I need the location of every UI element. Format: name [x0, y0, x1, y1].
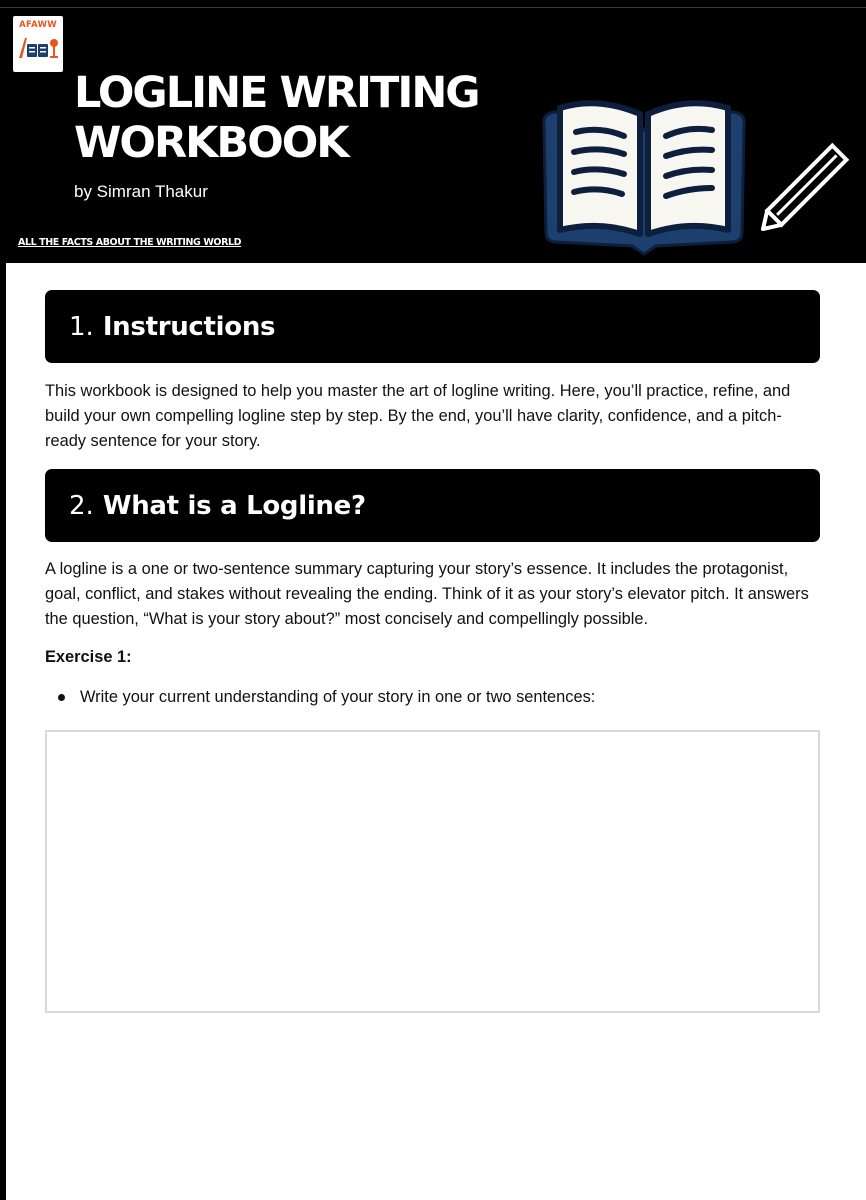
- workbook-title: [74, 68, 504, 168]
- section-1-title: Instructions: [102, 311, 276, 342]
- logo-text: AFAWW: [19, 20, 57, 30]
- author-byline: by Simran Thakur: [74, 182, 208, 201]
- exercise-bullet: [58, 688, 595, 707]
- section-2-banner: [45, 469, 820, 542]
- bullet-dot-icon: [58, 694, 65, 701]
- answer-box[interactable]: [45, 730, 820, 1013]
- section-1-number: 1.: [69, 311, 94, 342]
- logo-graphic: [16, 34, 60, 60]
- section-1-banner: [45, 290, 820, 363]
- open-book-icon: [538, 96, 750, 256]
- exercise-prompt: Write your current understanding of your story in one or two sentences:: [80, 688, 596, 706]
- header: [0, 8, 866, 263]
- title-line-2: WORKBOOK: [74, 118, 348, 168]
- content-sheet: [6, 263, 866, 1200]
- logline-definition-paragraph: A logline is a one or two-sentence summary capturing your story’s essence. It includes the protagonist, goal, conflict, and stakes without revealing the ending. Think of it as your story’s elevator pitch. It answers the question, “What is your story about?” most concisely and compellingly possible.: [45, 560, 809, 628]
- afaww-logo: [13, 16, 63, 72]
- instructions-paragraph: This workbook is designed to help you master the art of logline writing. Here, you’ll practice, refine, and build your own compelling logline step by step. By the end, you’ll have clarity, confidence, and a pitch-ready sentence for your story.: [45, 382, 791, 450]
- pencil-icon: [746, 128, 862, 248]
- exercise-heading: Exercise 1:: [45, 648, 132, 666]
- tagline-link[interactable]: ALL THE FACTS ABOUT THE WRITING WORLD: [18, 237, 242, 248]
- section-2-number: 2.: [69, 490, 94, 521]
- title-line-1: LOGLINE WRITING: [74, 68, 479, 118]
- section-2-title: What is a Logline?: [102, 490, 366, 521]
